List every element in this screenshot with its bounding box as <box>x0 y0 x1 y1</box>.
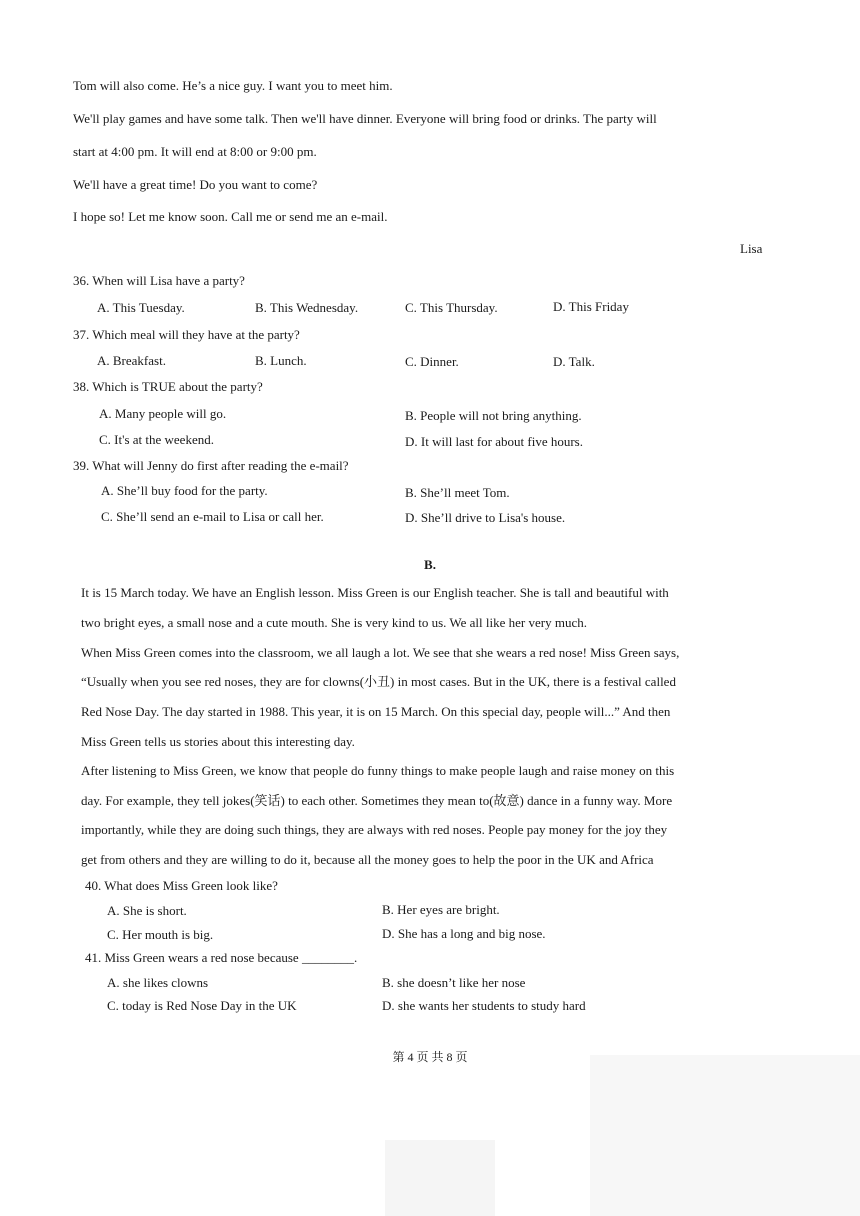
passage-line: two bright eyes, a small nose and a cute mouth. She is very kind to us. We all like her very much. <box>81 615 587 630</box>
option: A. This Tuesday. <box>97 300 185 315</box>
page-number: 第 4 页 共 8 页 <box>392 1050 468 1064</box>
option: C. She’ll send an e-mail to Lisa or call her. <box>101 509 324 524</box>
option: B. She’ll meet Tom. <box>405 485 510 500</box>
option: B. Her eyes are bright. <box>382 902 500 917</box>
scan-shading <box>590 1055 860 1216</box>
question-stem: 39. What will Jenny do first after reading the e-mail? <box>73 458 349 473</box>
option: D. This Friday <box>553 299 629 314</box>
passage-line: When Miss Green comes into the classroom, we all laugh a lot. We see that she wears a red nose! Miss Green says, <box>81 645 680 660</box>
passage-line: importantly, while they are doing such things, they are always with red noses. People pay money for the joy they <box>81 822 668 837</box>
passage-line: Red Nose Day. The day started in 1988. This year, it is on 15 March. On this special day, people will...” And then <box>81 704 671 719</box>
passage-line: Miss Green tells us stories about this interesting day. <box>81 734 355 749</box>
option: C. It's at the weekend. <box>99 432 214 447</box>
letter-signature: Lisa <box>740 241 763 256</box>
option: D. It will last for about five hours. <box>405 434 583 449</box>
option: C. today is Red Nose Day in the UK <box>107 998 297 1013</box>
letter-line: We'll have a great time! Do you want to come? <box>73 177 318 192</box>
option: C. This Thursday. <box>405 300 498 315</box>
option: D. She’ll drive to Lisa's house. <box>405 510 566 525</box>
option: D. she wants her students to study hard <box>382 998 586 1013</box>
option: A. She’ll buy food for the party. <box>101 483 268 498</box>
letter-line: start at 4:00 pm. It will end at 8:00 or 9:00 pm. <box>73 144 317 159</box>
option: A. Breakfast. <box>97 353 166 368</box>
letter-line: I hope so! Let me know soon. Call me or send me an e-mail. <box>73 209 388 224</box>
section-heading: B. <box>424 557 436 572</box>
option: C. Dinner. <box>405 354 459 369</box>
option: C. Her mouth is big. <box>107 927 214 942</box>
letter-line: We'll play games and have some talk. Then we'll have dinner. Everyone will bring food or drinks. The party will <box>73 111 657 126</box>
passage-line: day. For example, they tell jokes(笑话) to each other. Sometimes they mean to(故意) dance in a funny way. More <box>81 793 673 808</box>
option: A. she likes clowns <box>107 975 209 990</box>
option: D. She has a long and big nose. <box>382 926 546 941</box>
passage-line: It is 15 March today. We have an English lesson. Miss Green is our English teacher. She is tall and beautiful with <box>81 585 669 600</box>
passage-line: get from others and they are willing to do it, because all the money goes to help the poor in the UK and Africa <box>81 852 654 867</box>
letter-line: Tom will also come. He’s a nice guy. I want you to meet him. <box>73 78 393 93</box>
question-stem: 40. What does Miss Green look like? <box>85 878 278 893</box>
passage-line: After listening to Miss Green, we know that people do funny things to make people laugh and raise money on this <box>81 763 675 778</box>
scan-shading <box>385 1140 495 1216</box>
option: D. Talk. <box>553 354 595 369</box>
option: B. This Wednesday. <box>255 300 359 315</box>
option: A. Many people will go. <box>99 406 227 421</box>
question-stem: 38. Which is TRUE about the party? <box>73 379 263 394</box>
option: B. Lunch. <box>255 353 307 368</box>
question-stem: 41. Miss Green wears a red nose because ________. <box>85 950 358 965</box>
option: B. she doesn’t like her nose <box>382 975 526 990</box>
question-stem: 37. Which meal will they have at the party? <box>73 327 300 342</box>
question-stem: 36. When will Lisa have a party? <box>73 273 245 288</box>
option: A. She is short. <box>107 903 187 918</box>
option: B. People will not bring anything. <box>405 408 582 423</box>
passage-line: “Usually when you see red noses, they are for clowns(小丑) in most cases. But in the UK, there is a festival called <box>81 674 676 689</box>
